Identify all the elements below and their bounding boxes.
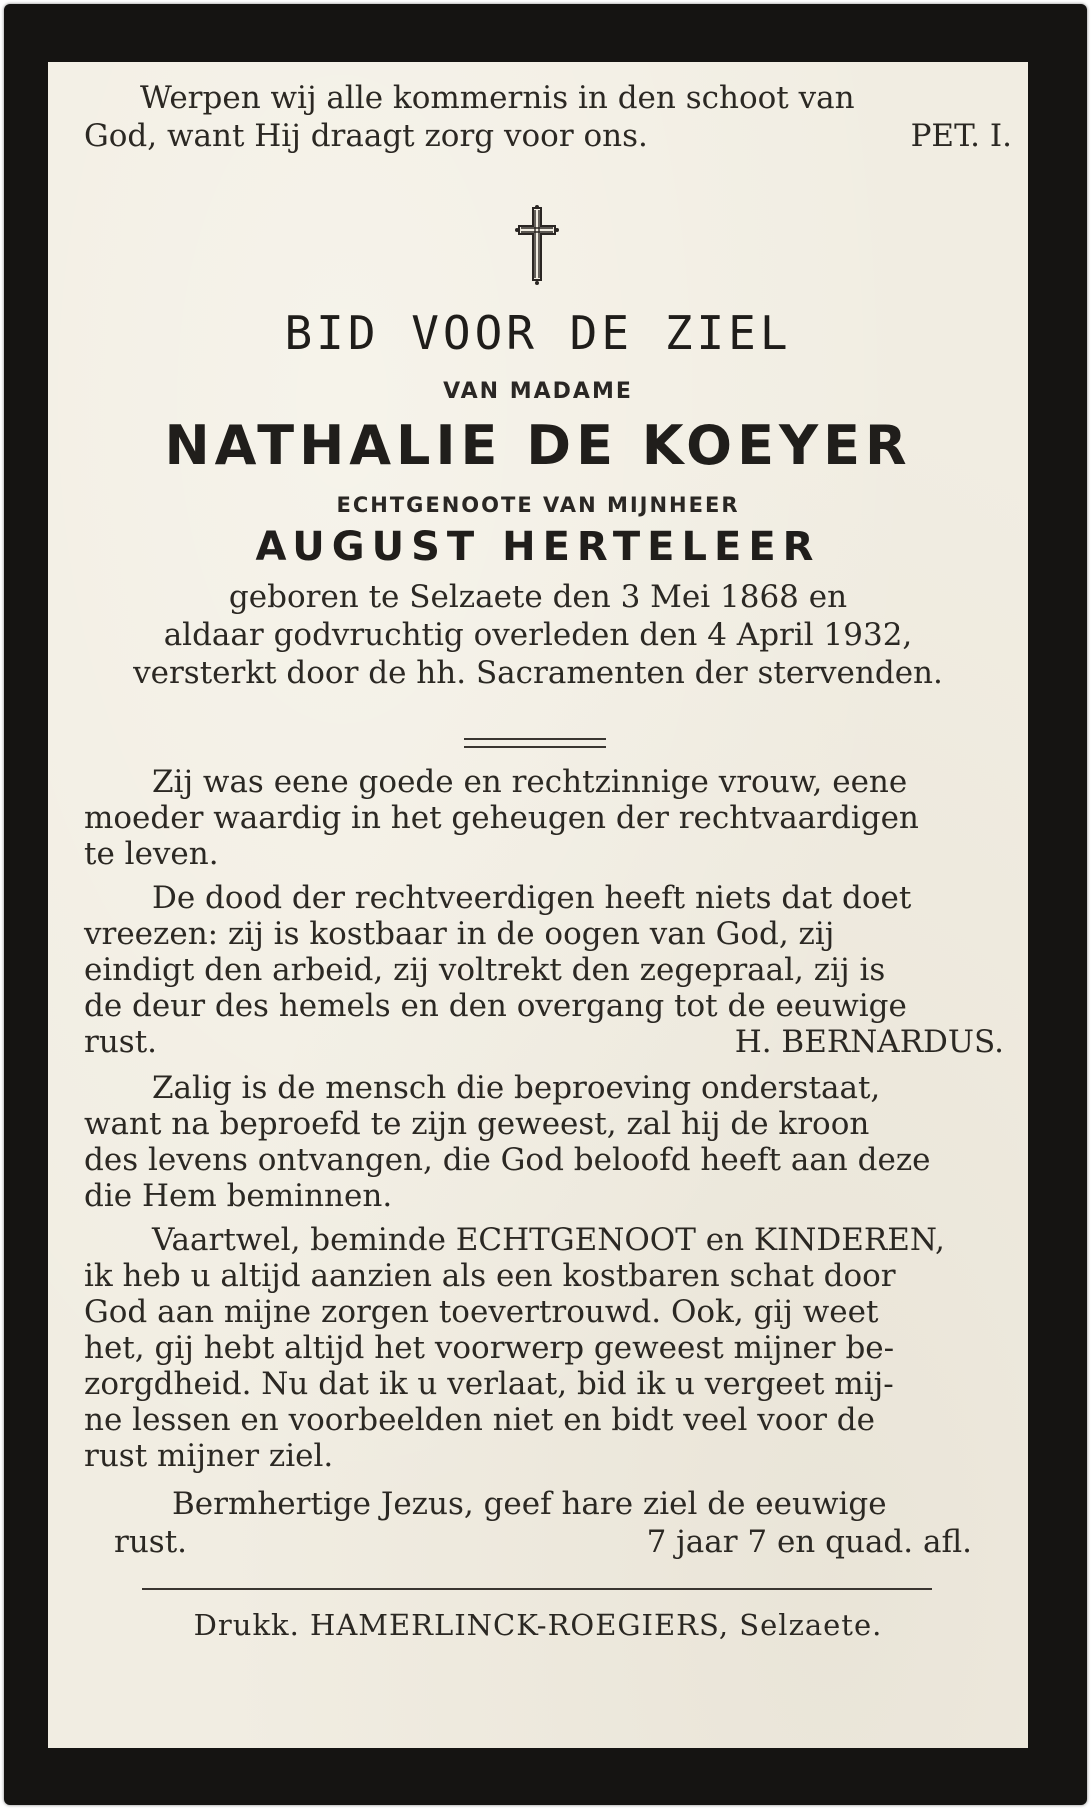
spouse-name: AUGUST HERTELEER — [255, 524, 821, 570]
body-line-text: want na beproefd te zijn geweest, zal hij de kroon — [84, 1106, 870, 1142]
body-line-text: de deur des hemels en den overgang tot de eeuwige — [84, 988, 907, 1024]
epigraph-line-2-text: God, want Hij draagt zorg voor ons. — [84, 118, 648, 154]
body-line — [84, 1024, 1004, 1060]
epigraph-reference: PET. I. — [910, 118, 1012, 154]
body-line-text: ik heb u altijd aanzien als een kostbaren schat door — [84, 1258, 896, 1294]
body-line — [84, 988, 1004, 1024]
body-line-text: zorgdheid. Nu dat ik u verlaat, bid ik u vergeet mij- — [84, 1366, 894, 1402]
body-line-text: Zij was eene goede en rechtzinnige vrouw, eene — [152, 764, 908, 800]
body-line-text: De dood der rechtveerdigen heeft niets dat doet — [152, 880, 912, 916]
body-line-text: Zalig is de mensch die beproeving onderstaat, — [152, 1070, 881, 1106]
deceased-name: NATHALIE DE KOEYER — [164, 414, 912, 477]
body-line — [152, 1070, 1004, 1106]
bio-line-2: aldaar godvruchtig overleden den 4 April 1932, — [163, 617, 913, 653]
bio-line-3: versterkt door de hh. Sacramenten der stervenden. — [133, 655, 943, 691]
body-line — [152, 1222, 1004, 1258]
closing-line-text: Bermhertige Jezus, geef hare ziel de eeuwige — [172, 1486, 887, 1522]
body-line-text: Vaartwel, beminde ECHTGENOOT en KINDEREN, — [152, 1222, 945, 1258]
closing-line — [114, 1524, 972, 1560]
body-line-text: rust mijner ziel. — [84, 1438, 334, 1474]
body-line — [84, 1178, 1004, 1214]
body-line-text: te leven. — [84, 836, 219, 872]
body-line-text: God aan mijne zorgen toevertrouwd. Ook, gij weet — [84, 1294, 879, 1330]
body-line — [152, 880, 1004, 916]
body-line — [84, 1142, 1004, 1178]
body-line — [84, 952, 1004, 988]
body-line — [84, 1258, 1004, 1294]
title-prefix: VAN MADAME — [443, 379, 633, 404]
epigraph — [84, 79, 1012, 155]
printer-imprint: Drukk. HAMERLINCK-ROEGIERS, Selzaete. — [193, 1608, 883, 1642]
body-line — [84, 1402, 1004, 1438]
footer-divider — [142, 1588, 932, 1590]
epigraph-line-1-text: Werpen wij alle kommernis in den schoot van — [140, 80, 855, 116]
body-line-text: vreezen: zij is kostbaar in de oogen van God, zij — [84, 916, 835, 952]
body-line-text: die Hem beminnen. — [84, 1178, 393, 1214]
body-line — [84, 800, 1004, 836]
body-line-text: des levens ontvangen, die God beloofd heeft aan deze — [84, 1142, 931, 1178]
body-line — [84, 836, 1004, 872]
closing-line — [172, 1486, 972, 1522]
quote-attribution: H. BERNARDUS. — [734, 1024, 1004, 1060]
body-line-text: ne lessen en voorbeelden niet en bidt veel voor de — [84, 1402, 875, 1438]
cross-icon — [514, 204, 560, 286]
body-line-text: eindigt den arbeid, zij voltrekt den zegepraal, zij is — [84, 952, 886, 988]
body-line-text: moeder waardig in het geheugen der rechtvaardigen — [84, 800, 919, 836]
body-line — [84, 1106, 1004, 1142]
body-line — [84, 1438, 1004, 1474]
body-line-text: het, gij hebt altijd het voorwerp geweest mijner be- — [84, 1330, 895, 1366]
memorial-card — [4, 4, 1087, 1805]
spouse-label: ECHTGENOOTE VAN MIJNHEER — [336, 493, 740, 517]
body-line — [84, 1294, 1004, 1330]
prayer-heading: BID VOOR DE ZIEL — [284, 306, 792, 360]
body-line-text: rust. — [84, 1024, 158, 1060]
body-line — [152, 764, 1004, 800]
body-line — [84, 1330, 1004, 1366]
double-divider — [464, 738, 606, 748]
indulgence-note: 7 jaar 7 en quad. afl. — [646, 1524, 972, 1560]
bio-line-1: geboren te Selzaete den 3 Mei 1868 en — [228, 579, 848, 615]
body-line — [84, 1366, 1004, 1402]
epigraph-line-1 — [84, 79, 1012, 117]
memorial-card-paper — [48, 62, 1028, 1748]
epigraph-line-2 — [84, 117, 1012, 155]
body-line — [84, 916, 1004, 952]
closing-line-text: rust. — [114, 1524, 188, 1560]
